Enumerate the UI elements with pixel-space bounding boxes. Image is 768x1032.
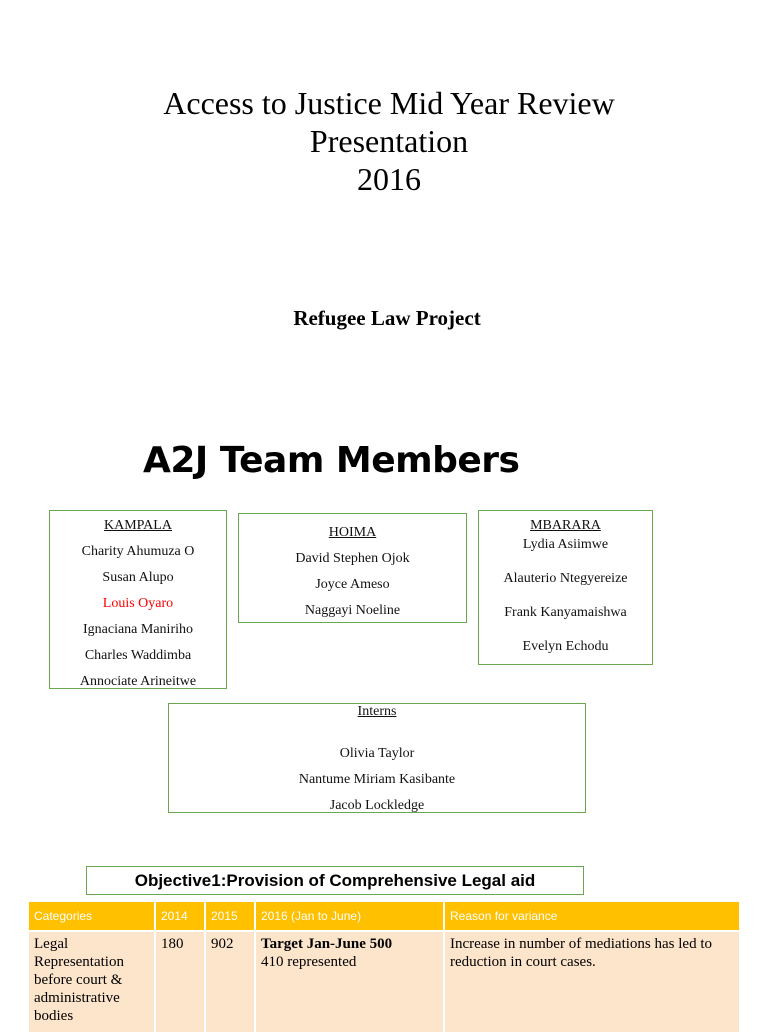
title-line-1: Access to Justice Mid Year Review [163,85,615,121]
intern-member: Nantume Miriam Kasibante [298,772,456,787]
category-cell: Legal Representation before court & administrative bodies [29,931,155,1032]
column-header: Categories [29,902,155,931]
objective-heading: Objective1:Provision of Comprehensive Legal aid [86,866,584,895]
kampala-member: Ignaciana Maniriho [82,622,193,637]
intern-member: Jacob Lockledge [329,798,425,813]
hoima-member: Naggayi Noeline [304,603,401,618]
kampala-header: KAMPALA [104,518,172,533]
kampala-member-highlighted: Louis Oyaro [102,596,174,611]
title-line-3: 2016 [357,161,421,197]
title-line-2: Presentation [309,123,469,159]
kampala-member: Susan Alupo [102,570,174,585]
kampala-member: Charity Ahumuza O [81,544,195,559]
target-text: Target Jan-June 500 [261,936,393,952]
mbarara-member: Alauterio Ntegyereize [503,571,628,586]
mbarara-team-box [478,510,653,665]
actual-text: 410 represented [261,954,357,970]
kampala-member: Charles Waddimba [84,648,192,663]
organization-subtitle: Refugee Law Project [293,306,481,330]
hoima-member: David Stephen Ojok [295,551,410,566]
interns-header: Interns [357,704,397,719]
kampala-member: Annociate Arineitwe [79,674,197,689]
column-header: 2015 [205,902,255,931]
year-2016-cell [255,931,444,1032]
column-header: 2014 [155,902,205,931]
year-2014-cell: 180 [155,931,205,1032]
presentation-title [0,84,768,198]
mbarara-member: Lydia Asiimwe [522,537,609,552]
mbarara-member: Evelyn Echodu [522,639,609,654]
team-heading: A2J Team Members [143,440,520,481]
column-header: Reason for variance [444,902,740,931]
interns-team-box [168,703,586,813]
legal-aid-table [29,902,741,1032]
mbarara-member: Frank Kanyamaishwa [504,605,627,620]
hoima-member: Joyce Ameso [315,577,390,592]
mbarara-header: MBARARA [530,518,601,533]
hoima-header: HOIMA [328,525,377,540]
kampala-team-box [49,510,227,689]
column-header: 2016 (Jan to June) [255,902,444,931]
table-row [29,931,740,1032]
reason-cell: Increase in number of mediations has led to reduction in court cases. [444,931,740,1032]
year-2015-cell: 902 [205,931,255,1032]
intern-member: Olivia Taylor [339,746,415,761]
hoima-team-box [238,513,467,623]
table-header-row [29,902,740,931]
